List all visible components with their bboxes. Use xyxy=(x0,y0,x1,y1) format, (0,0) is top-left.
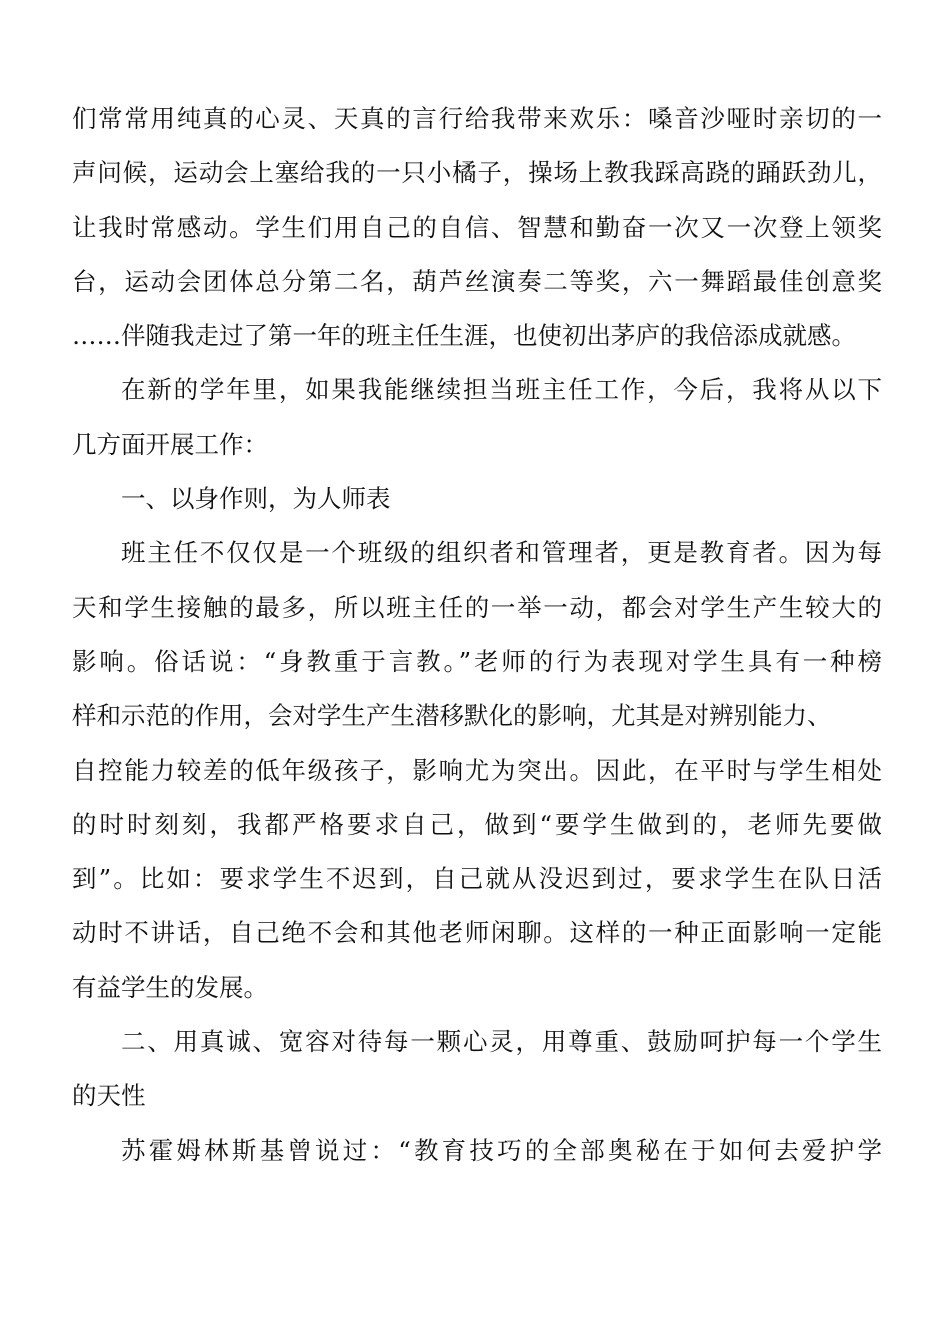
text-line: 们常常用纯真的心灵、天真的言行给我带来欢乐：嗓音沙哑时亲切的一 xyxy=(72,104,882,133)
text-line: 样和示范的作用，会对学生产生潜移默化的影响，尤其是对辨别能力、 xyxy=(72,701,832,731)
section-heading-continued: 的天性 xyxy=(72,1081,146,1111)
text-line: 自控能力较差的低年级孩子，影响尤为突出。因此，在平时与学生相处 xyxy=(72,755,882,785)
text-line: 几方面开展工作： xyxy=(72,429,268,459)
text-line: 让我时常感动。学生们用自己的自信、智慧和勤奋一次又一次登上领奖 xyxy=(72,212,882,242)
body-text xyxy=(72,92,882,1178)
text-line: 班主任不仅仅是一个班级的组织者和管理者，更是教育者。因为每 xyxy=(121,538,882,568)
text-line: 动时不讲话，自己绝不会和其他老师闲聊。这样的一种正面影响一定能 xyxy=(72,918,882,948)
text-line: 天和学生接触的最多，所以班主任的一举一动，都会对学生产生较大的 xyxy=(72,592,882,622)
text-line: 在新的学年里，如果我能继续担当班主任工作，今后，我将从以下 xyxy=(121,375,882,405)
text-line: 影响。俗话说：“身教重于言教。”老师的行为表现对学生具有一种榜 xyxy=(72,646,882,676)
text-line: 台，运动会团体总分第二名，葫芦丝演奏二等奖，六一舞蹈最佳创意奖 xyxy=(72,266,882,296)
text-line: 的时时刻刻，我都严格要求自己，做到“要学生做到的，老师先要做 xyxy=(72,809,882,839)
text-line: 苏霍姆林斯基曾说过：“教育技巧的全部奥秘在于如何去爱护学 xyxy=(121,1135,882,1165)
section-heading: 二、用真诚、宽容对待每一颗心灵，用尊重、鼓励呵护每一个学生 xyxy=(121,1027,882,1057)
text-line: 声问候，运动会上塞给我的一只小橘子，操场上教我踩高跷的踊跃劲儿， xyxy=(72,158,882,188)
text-line: 到”。比如：要求学生不迟到，自己就从没迟到过，要求学生在队日活 xyxy=(72,864,882,894)
text-line: 有益学生的发展。 xyxy=(72,972,268,1002)
section-heading: 一、以身作则，为人师表 xyxy=(121,484,391,514)
text-line: ……伴随我走过了第一年的班主任生涯，也使初出茅庐的我倍添成就感。 xyxy=(72,321,856,351)
